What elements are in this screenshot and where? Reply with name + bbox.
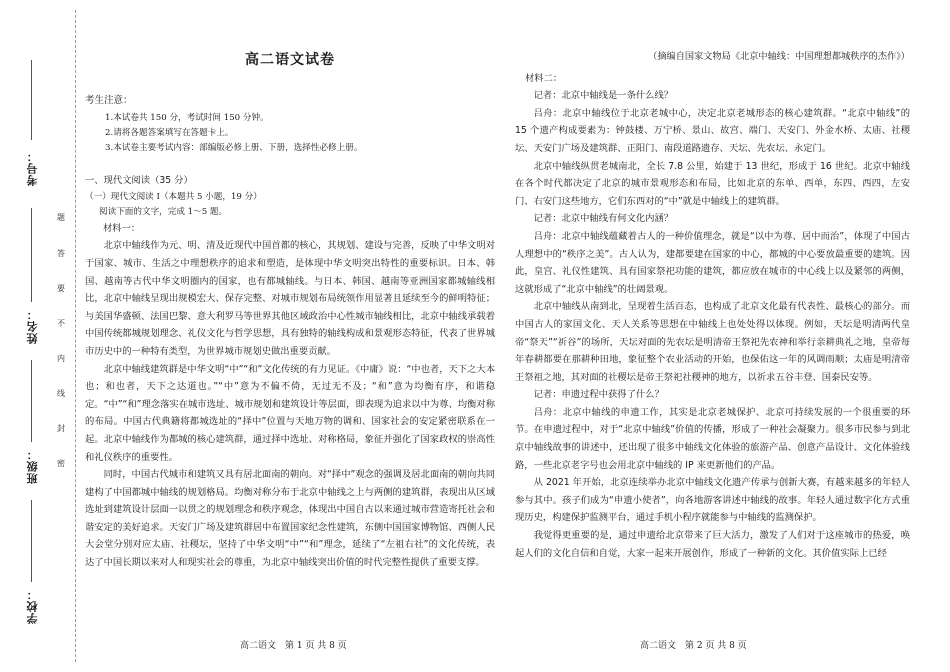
page-2 — [515, 48, 910, 562]
class-label: 班级： — [26, 448, 39, 484]
binding-margin — [0, 0, 70, 672]
paragraph: 同时，中国古代城市和建筑又具有居北面南的朝向。对“择中”观念的强调及居北面南的朝向共同建构了中国都城中轴线的规划格局。均衡对称分布于北京中轴线之上与两侧的建筑群，表现出从区域选址到建筑设计层面一以贯之的规划理念和秩序观念，体现出中国自古以来通过城市营造寄托社会和谐安定的美好追求。天安门广场及建筑群居中布置国家纪念性建筑，东侧中国国家博物馆、西侧人民大会堂分别对应太庙、社稷坛，坚持了中华文明“中”“和”理念，延续了“左祖右社”的文化传统，表达了中国长期以来对人和现实社会的尊重，为北京中轴线突出价值的时代完整性提供了重要支撑。 — [85, 469, 495, 569]
name-label: 姓名： — [26, 308, 39, 344]
paragraph: 我觉得更重要的是，通过申遗给北京带来了巨大活力，激发了人们对于这座城市的热爱，唤起人们的文化自信和自觉，大家一起来开展创作，形成了一种新的文化。其价值实际上已经 — [515, 530, 910, 559]
notice-item: 2.请将各题答案填写在答题卡上。 — [105, 128, 234, 139]
paragraph: 吕舟：北京中轴线蕴藏着古人的一种价值理念，就是“以中为尊、居中而治”，体现了中国古人理想中的“秩序之美”。古人认为，建都要建在国家的中心，都城的中心要放最重要的建筑。因此，皇宫、礼仪性建筑、具有国家祭祀功能的建筑，都应放在城市的中心线上以及紧邻的两侧，这就形成了“北京中轴线”的壮阔景观。 — [515, 230, 910, 295]
section-heading: 一、现代文阅读（35 分） — [85, 175, 193, 187]
subsection-heading: （一）现代文阅读 I（本题共 5 小题，19 分） — [85, 191, 262, 202]
paragraph: 记者：北京中轴线是一条什么线？ — [533, 90, 674, 102]
paragraph: 记者：北京中轴线有何文化内涵？ — [533, 213, 674, 225]
seal-char: 封 — [57, 424, 65, 433]
exam-number-label: 考号： — [26, 150, 39, 186]
seal-char: 要 — [57, 284, 65, 293]
material-label: 材料一： — [103, 222, 141, 234]
cut-line — [75, 10, 76, 662]
class-line — [31, 360, 32, 442]
seal-char: 不 — [57, 319, 65, 328]
exam-number-line — [31, 60, 32, 140]
paragraph: 北京中轴线从南到北，呈现着生活百态，也构成了北京文化最有代表性、最核心的部分。而中国古人的家国文化、天人关系等思想在中轴线上也处处得以体现。例如，天坛是明清两代皇帝“祭天”“祈谷”的场所，天坛对面的先农坛是明清帝王祭祀先农神和举行亲耕典礼之地，皇帝每年春耕都要在那耕种田地，象征整个农业活动的开始，也保佑这一年的风调雨顺；太庙是明清帝王祭祖之地，其对面的社稷坛是帝王祭祀社稷神的地方，以祈求五谷丰登、国泰民安等。 — [515, 301, 910, 383]
page-footer: 高二语文 第 1 页 共 8 页 — [240, 641, 347, 651]
seal-char: 线 — [57, 389, 65, 398]
school-label: 学校： — [26, 588, 39, 624]
material-label: 材料二： — [525, 72, 563, 84]
seal-char: 答 — [57, 249, 65, 258]
paragraph: 从 2021 年开始，北京连续举办北京中轴线文化遗产传承与创新大赛，有越来越多的年轻人参与其中。孩子们成为“申遗小使者”，向各地游客讲述中轴线的故事。年轻人通过数字化方式重现历史，构建保护监测平台，通过手机小程序就能参与中轴线的监测保护。 — [515, 477, 910, 524]
paragraph: 北京中轴线建筑群是中华文明“中”“和”文化传统的有力见证。《中庸》说：“中也者，天下之大本也；和也者，天下之达道也。”“中”意为不偏不倚，无过无不及；“和”意为均衡有序，和谐稳定。“中”“和”理念落实在城市选址、城市规划和建筑设计等层面，即表现为追求以中为尊、均衡对称的布局。中国古代典籍将都城选址的“择中”位置与天地万物的调和、国家社会的安定紧密联系在一起。北京中轴线作为都城的核心建筑群，通过择中选址、对称格局，象征并强化了国家政权的崇高性和礼仪秩序的重要性。 — [85, 363, 495, 463]
paragraph: 吕舟：北京中轴线的申遗工作，其实是北京老城保护、北京可持续发展的一个很重要的环节。在申遗过程中，对于“北京中轴线”价值的传播，形成了一种社会凝聚力。很多市民参与到北京中轴线故事的讲述中，还出现了很多中轴线文化体验的旅游产品、创意产品设计、文化体验线路，一些北京老字号也会用北京中轴线的 IP 来更新他们的产品。 — [515, 406, 910, 471]
school-line — [31, 500, 32, 582]
paragraph: 北京中轴线纵贯老城南北，全长 7.8 公里，始建于 13 世纪，形成于 16 世纪。北京中轴线在各个时代都决定了北京的城市景观形态和布局，比如北京的东单、西单，东四、西四，左安门、右安门这些地方，它们东西对的“中”就是中轴线上的建筑群。 — [515, 160, 910, 207]
paragraph: 北京中轴线作为元、明、清及近现代中国首都的核心，其规划、建设与完善，反映了中华文明对于国家、城市、生活之中理想秩序的追求和塑造，是体现中华文明突出特性的重要标识。日本、韩国、越南等古代中华文明圈内的国家，也有都城轴线。与日本、韩国、越南等亚洲国家都城轴线相比，北京中轴线呈现出规模宏大、保存完整、对城市规划布局统领作用显著且延续至今的鲜明特征；与美国华盛顿、法国巴黎、意大利罗马等世界其他区域政治中心性城市轴线相比，北京中轴线承载着中国传统都城规划理念、礼仪文化与哲学思想，具有独特的轴线构成和景观形态特征，代表了世界城市历史中的一种特有类型，为世界城市规划史做出重要贡献。 — [85, 240, 495, 357]
page-footer: 高二语文 第 2 页 共 8 页 — [640, 641, 747, 651]
source-citation: （摘编自国家文物局《北京中轴线：中国理想都城秩序的杰作》） — [648, 51, 910, 62]
name-line — [31, 208, 32, 302]
paragraph: 吕舟：北京中轴线位于北京老城中心，决定北京老城形态的核心建筑群。“北京中轴线”的 15 个遗产构成要素为：钟鼓楼、万宁桥、景山、故宫、端门、天安门、外金水桥、太庙、社稷坛、天安门广场及建筑群、正阳门、南段道路遗存、天坛、先农坛、永定门。 — [515, 107, 910, 154]
seal-char: 内 — [57, 354, 65, 363]
paragraph: 记者：申遗过程中获得了什么？ — [533, 389, 664, 401]
notice-heading: 考生注意： — [85, 94, 133, 106]
seal-char: 题 — [57, 213, 65, 222]
notice-item: 1.本试卷共 150 分，考试时间 150 分钟。 — [105, 113, 269, 124]
seal-char: 密 — [57, 459, 65, 468]
page-1 — [85, 48, 495, 572]
notice-item: 3.本试卷主要考试内容：部编版必修上册、下册，选择性必修上册。 — [105, 143, 363, 154]
instruction: 阅读下面的文字，完成 1～5 题。 — [99, 206, 228, 217]
page-title: 高二语文试卷 — [245, 52, 335, 68]
